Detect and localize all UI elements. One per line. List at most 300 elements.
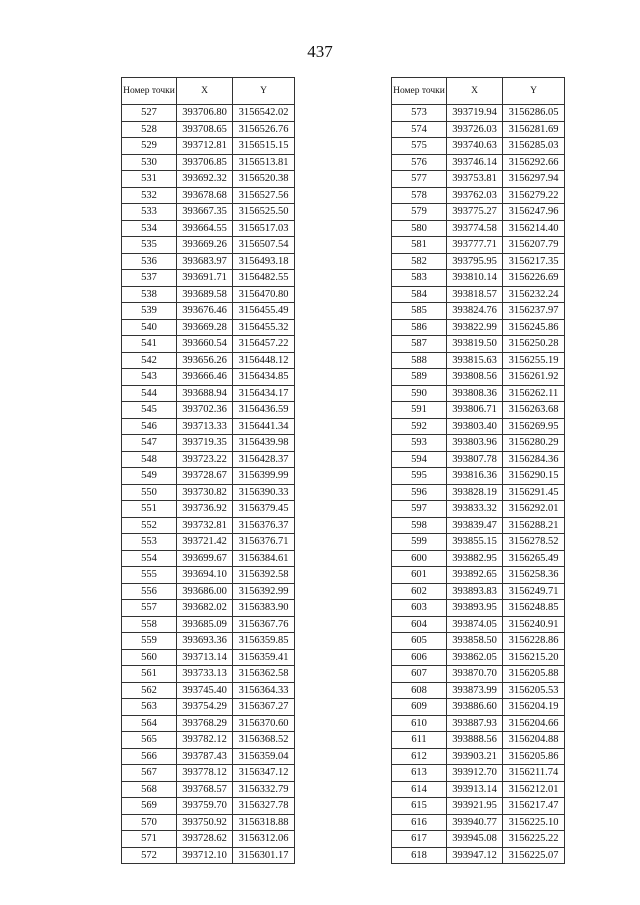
cell-x: 393753.81 bbox=[447, 171, 503, 188]
cell-point-number: 570 bbox=[122, 814, 177, 831]
cell-x: 393706.80 bbox=[177, 105, 233, 122]
cell-point-number: 574 bbox=[392, 121, 447, 138]
header-point-number: Номер точки bbox=[122, 78, 177, 105]
cell-y: 3156390.33 bbox=[233, 484, 295, 501]
cell-x: 393686.00 bbox=[177, 583, 233, 600]
cell-x: 393828.19 bbox=[447, 484, 503, 501]
cell-point-number: 559 bbox=[122, 633, 177, 650]
cell-point-number: 539 bbox=[122, 303, 177, 320]
table-row bbox=[392, 204, 565, 221]
cell-x: 393660.54 bbox=[177, 336, 233, 353]
cell-point-number: 528 bbox=[122, 121, 177, 138]
header-x: X bbox=[177, 78, 233, 105]
table-row bbox=[392, 732, 565, 749]
cell-point-number: 550 bbox=[122, 484, 177, 501]
table-row bbox=[392, 715, 565, 732]
cell-y: 3156205.88 bbox=[503, 666, 565, 683]
cell-x: 393921.95 bbox=[447, 798, 503, 815]
cell-y: 3156292.66 bbox=[503, 154, 565, 171]
cell-point-number: 573 bbox=[392, 105, 447, 122]
table-row bbox=[392, 699, 565, 716]
cell-x: 393824.76 bbox=[447, 303, 503, 320]
header-y: Y bbox=[503, 78, 565, 105]
cell-point-number: 589 bbox=[392, 369, 447, 386]
cell-x: 393702.36 bbox=[177, 402, 233, 419]
cell-x: 393669.28 bbox=[177, 319, 233, 336]
cell-y: 3156379.45 bbox=[233, 501, 295, 518]
cell-x: 393719.94 bbox=[447, 105, 503, 122]
cell-y: 3156470.80 bbox=[233, 286, 295, 303]
table-row bbox=[392, 748, 565, 765]
table-row bbox=[122, 319, 295, 336]
cell-y: 3156525.50 bbox=[233, 204, 295, 221]
table-row bbox=[122, 517, 295, 534]
table-row bbox=[122, 682, 295, 699]
cell-y: 3156376.37 bbox=[233, 517, 295, 534]
cell-point-number: 609 bbox=[392, 699, 447, 716]
cell-y: 3156240.91 bbox=[503, 616, 565, 633]
cell-y: 3156526.76 bbox=[233, 121, 295, 138]
cell-y: 3156269.95 bbox=[503, 418, 565, 435]
table-row bbox=[392, 352, 565, 369]
cell-point-number: 556 bbox=[122, 583, 177, 600]
cell-y: 3156226.69 bbox=[503, 270, 565, 287]
table-row bbox=[122, 534, 295, 551]
cell-x: 393833.32 bbox=[447, 501, 503, 518]
cell-point-number: 547 bbox=[122, 435, 177, 452]
cell-point-number: 535 bbox=[122, 237, 177, 254]
cell-y: 3156214.40 bbox=[503, 220, 565, 237]
cell-point-number: 611 bbox=[392, 732, 447, 749]
cell-y: 3156392.58 bbox=[233, 567, 295, 584]
table-row bbox=[392, 138, 565, 155]
cell-point-number: 600 bbox=[392, 550, 447, 567]
cell-x: 393803.96 bbox=[447, 435, 503, 452]
table-row bbox=[122, 732, 295, 749]
cell-y: 3156290.15 bbox=[503, 468, 565, 485]
cell-y: 3156392.99 bbox=[233, 583, 295, 600]
cell-point-number: 562 bbox=[122, 682, 177, 699]
cell-y: 3156248.85 bbox=[503, 600, 565, 617]
table-row bbox=[392, 781, 565, 798]
cell-x: 393870.70 bbox=[447, 666, 503, 683]
cell-point-number: 544 bbox=[122, 385, 177, 402]
cell-y: 3156318.88 bbox=[233, 814, 295, 831]
cell-point-number: 572 bbox=[122, 847, 177, 864]
cell-point-number: 616 bbox=[392, 814, 447, 831]
cell-y: 3156288.21 bbox=[503, 517, 565, 534]
cell-y: 3156279.22 bbox=[503, 187, 565, 204]
cell-x: 393723.22 bbox=[177, 451, 233, 468]
cell-point-number: 579 bbox=[392, 204, 447, 221]
table-row bbox=[122, 121, 295, 138]
cell-x: 393774.58 bbox=[447, 220, 503, 237]
cell-x: 393777.71 bbox=[447, 237, 503, 254]
table-row bbox=[122, 501, 295, 518]
cell-point-number: 542 bbox=[122, 352, 177, 369]
table-row bbox=[392, 402, 565, 419]
cell-point-number: 527 bbox=[122, 105, 177, 122]
cell-x: 393713.33 bbox=[177, 418, 233, 435]
cell-point-number: 546 bbox=[122, 418, 177, 435]
cell-point-number: 538 bbox=[122, 286, 177, 303]
table-body-right bbox=[392, 105, 565, 864]
table-row bbox=[122, 699, 295, 716]
cell-x: 393719.35 bbox=[177, 435, 233, 452]
header-point-number: Номер точки bbox=[392, 78, 447, 105]
cell-y: 3156263.68 bbox=[503, 402, 565, 419]
table-row bbox=[392, 303, 565, 320]
cell-point-number: 596 bbox=[392, 484, 447, 501]
cell-point-number: 564 bbox=[122, 715, 177, 732]
table-row bbox=[392, 220, 565, 237]
cell-y: 3156359.41 bbox=[233, 649, 295, 666]
cell-x: 393691.71 bbox=[177, 270, 233, 287]
cell-point-number: 534 bbox=[122, 220, 177, 237]
cell-point-number: 568 bbox=[122, 781, 177, 798]
table-row bbox=[122, 616, 295, 633]
cell-point-number: 617 bbox=[392, 831, 447, 848]
table-row bbox=[122, 187, 295, 204]
cell-y: 3156247.96 bbox=[503, 204, 565, 221]
cell-point-number: 561 bbox=[122, 666, 177, 683]
cell-y: 3156370.60 bbox=[233, 715, 295, 732]
cell-y: 3156204.88 bbox=[503, 732, 565, 749]
cell-y: 3156245.86 bbox=[503, 319, 565, 336]
cell-x: 393818.57 bbox=[447, 286, 503, 303]
cell-point-number: 610 bbox=[392, 715, 447, 732]
cell-point-number: 545 bbox=[122, 402, 177, 419]
table-row bbox=[392, 121, 565, 138]
cell-point-number: 598 bbox=[392, 517, 447, 534]
cell-x: 393945.08 bbox=[447, 831, 503, 848]
cell-point-number: 578 bbox=[392, 187, 447, 204]
cell-x: 393782.12 bbox=[177, 732, 233, 749]
table-body-left bbox=[122, 105, 295, 864]
cell-y: 3156327.78 bbox=[233, 798, 295, 815]
cell-y: 3156542.02 bbox=[233, 105, 295, 122]
table-row bbox=[392, 600, 565, 617]
cell-y: 3156204.19 bbox=[503, 699, 565, 716]
table-row bbox=[392, 666, 565, 683]
cell-x: 393721.42 bbox=[177, 534, 233, 551]
table-row bbox=[392, 286, 565, 303]
table-row bbox=[122, 352, 295, 369]
cell-point-number: 614 bbox=[392, 781, 447, 798]
cell-point-number: 587 bbox=[392, 336, 447, 353]
cell-y: 3156359.85 bbox=[233, 633, 295, 650]
cell-x: 393759.70 bbox=[177, 798, 233, 815]
cell-x: 393732.81 bbox=[177, 517, 233, 534]
cell-point-number: 537 bbox=[122, 270, 177, 287]
cell-x: 393819.50 bbox=[447, 336, 503, 353]
cell-x: 393708.65 bbox=[177, 121, 233, 138]
cell-point-number: 606 bbox=[392, 649, 447, 666]
cell-point-number: 601 bbox=[392, 567, 447, 584]
cell-point-number: 577 bbox=[392, 171, 447, 188]
cell-point-number: 580 bbox=[392, 220, 447, 237]
cell-x: 393887.93 bbox=[447, 715, 503, 732]
cell-y: 3156455.49 bbox=[233, 303, 295, 320]
cell-y: 3156225.22 bbox=[503, 831, 565, 848]
table-row bbox=[122, 138, 295, 155]
cell-x: 393712.81 bbox=[177, 138, 233, 155]
cell-point-number: 565 bbox=[122, 732, 177, 749]
table-row bbox=[392, 517, 565, 534]
cell-point-number: 543 bbox=[122, 369, 177, 386]
cell-x: 393713.14 bbox=[177, 649, 233, 666]
cell-x: 393746.14 bbox=[447, 154, 503, 171]
cell-x: 393745.40 bbox=[177, 682, 233, 699]
cell-x: 393730.82 bbox=[177, 484, 233, 501]
cell-y: 3156249.71 bbox=[503, 583, 565, 600]
cell-y: 3156232.24 bbox=[503, 286, 565, 303]
cell-point-number: 590 bbox=[392, 385, 447, 402]
cell-x: 393893.83 bbox=[447, 583, 503, 600]
table-row bbox=[392, 831, 565, 848]
coordinates-table-left bbox=[121, 77, 295, 864]
cell-y: 3156513.81 bbox=[233, 154, 295, 171]
table-row bbox=[122, 336, 295, 353]
cell-point-number: 607 bbox=[392, 666, 447, 683]
cell-point-number: 592 bbox=[392, 418, 447, 435]
table-row bbox=[122, 600, 295, 617]
cell-point-number: 584 bbox=[392, 286, 447, 303]
cell-point-number: 604 bbox=[392, 616, 447, 633]
cell-x: 393778.12 bbox=[177, 765, 233, 782]
cell-x: 393768.29 bbox=[177, 715, 233, 732]
cell-point-number: 576 bbox=[392, 154, 447, 171]
cell-point-number: 597 bbox=[392, 501, 447, 518]
cell-x: 393666.46 bbox=[177, 369, 233, 386]
cell-x: 393803.40 bbox=[447, 418, 503, 435]
table-row bbox=[392, 253, 565, 270]
cell-point-number: 605 bbox=[392, 633, 447, 650]
cell-y: 3156364.33 bbox=[233, 682, 295, 699]
cell-y: 3156332.79 bbox=[233, 781, 295, 798]
cell-x: 393839.47 bbox=[447, 517, 503, 534]
cell-y: 3156237.97 bbox=[503, 303, 565, 320]
cell-x: 393728.62 bbox=[177, 831, 233, 848]
table-row bbox=[392, 616, 565, 633]
cell-y: 3156258.36 bbox=[503, 567, 565, 584]
table-row bbox=[392, 237, 565, 254]
table-row bbox=[122, 831, 295, 848]
cell-point-number: 557 bbox=[122, 600, 177, 617]
table-row bbox=[122, 715, 295, 732]
cell-x: 393913.14 bbox=[447, 781, 503, 798]
table-row bbox=[392, 534, 565, 551]
cell-x: 393712.10 bbox=[177, 847, 233, 864]
cell-y: 3156261.92 bbox=[503, 369, 565, 386]
cell-x: 393694.10 bbox=[177, 567, 233, 584]
cell-x: 393882.95 bbox=[447, 550, 503, 567]
cell-x: 393795.95 bbox=[447, 253, 503, 270]
cell-point-number: 591 bbox=[392, 402, 447, 419]
cell-point-number: 566 bbox=[122, 748, 177, 765]
cell-y: 3156205.53 bbox=[503, 682, 565, 699]
cell-point-number: 582 bbox=[392, 253, 447, 270]
cell-point-number: 531 bbox=[122, 171, 177, 188]
table-row bbox=[392, 385, 565, 402]
cell-x: 393656.26 bbox=[177, 352, 233, 369]
cell-point-number: 603 bbox=[392, 600, 447, 617]
cell-point-number: 540 bbox=[122, 319, 177, 336]
table-row bbox=[122, 814, 295, 831]
cell-point-number: 552 bbox=[122, 517, 177, 534]
cell-y: 3156284.36 bbox=[503, 451, 565, 468]
cell-x: 393810.14 bbox=[447, 270, 503, 287]
cell-point-number: 595 bbox=[392, 468, 447, 485]
table-row bbox=[122, 484, 295, 501]
table-row bbox=[392, 336, 565, 353]
cell-x: 393762.03 bbox=[447, 187, 503, 204]
table-row bbox=[392, 105, 565, 122]
table-row bbox=[122, 633, 295, 650]
table-row bbox=[392, 550, 565, 567]
cell-y: 3156285.03 bbox=[503, 138, 565, 155]
cell-y: 3156291.45 bbox=[503, 484, 565, 501]
table-row bbox=[122, 550, 295, 567]
table-row bbox=[392, 567, 565, 584]
table-row bbox=[122, 270, 295, 287]
cell-x: 393706.85 bbox=[177, 154, 233, 171]
table-row bbox=[122, 435, 295, 452]
table-row bbox=[392, 484, 565, 501]
cell-y: 3156436.59 bbox=[233, 402, 295, 419]
cell-x: 393888.56 bbox=[447, 732, 503, 749]
cell-point-number: 551 bbox=[122, 501, 177, 518]
cell-y: 3156297.94 bbox=[503, 171, 565, 188]
cell-x: 393822.99 bbox=[447, 319, 503, 336]
table-row bbox=[392, 187, 565, 204]
table-row bbox=[392, 468, 565, 485]
table-row bbox=[392, 418, 565, 435]
cell-point-number: 553 bbox=[122, 534, 177, 551]
cell-x: 393736.92 bbox=[177, 501, 233, 518]
table-row bbox=[122, 748, 295, 765]
cell-point-number: 560 bbox=[122, 649, 177, 666]
cell-y: 3156455.32 bbox=[233, 319, 295, 336]
cell-y: 3156278.52 bbox=[503, 534, 565, 551]
cell-y: 3156441.34 bbox=[233, 418, 295, 435]
cell-x: 393667.35 bbox=[177, 204, 233, 221]
table-header-row bbox=[392, 78, 565, 105]
cell-point-number: 588 bbox=[392, 352, 447, 369]
cell-x: 393768.57 bbox=[177, 781, 233, 798]
cell-x: 393740.63 bbox=[447, 138, 503, 155]
cell-x: 393815.63 bbox=[447, 352, 503, 369]
cell-y: 3156527.56 bbox=[233, 187, 295, 204]
table-row bbox=[122, 451, 295, 468]
cell-point-number: 618 bbox=[392, 847, 447, 864]
table-row bbox=[122, 567, 295, 584]
cell-point-number: 575 bbox=[392, 138, 447, 155]
cell-x: 393808.36 bbox=[447, 385, 503, 402]
table-row bbox=[122, 303, 295, 320]
page-number: 437 bbox=[307, 42, 333, 61]
cell-x: 393750.92 bbox=[177, 814, 233, 831]
cell-y: 3156312.06 bbox=[233, 831, 295, 848]
cell-y: 3156448.12 bbox=[233, 352, 295, 369]
cell-x: 393940.77 bbox=[447, 814, 503, 831]
cell-x: 393862.05 bbox=[447, 649, 503, 666]
cell-point-number: 558 bbox=[122, 616, 177, 633]
cell-y: 3156280.29 bbox=[503, 435, 565, 452]
cell-y: 3156399.99 bbox=[233, 468, 295, 485]
table-row bbox=[122, 171, 295, 188]
cell-x: 393669.26 bbox=[177, 237, 233, 254]
cell-y: 3156517.03 bbox=[233, 220, 295, 237]
cell-point-number: 569 bbox=[122, 798, 177, 815]
cell-x: 393754.29 bbox=[177, 699, 233, 716]
cell-point-number: 530 bbox=[122, 154, 177, 171]
cell-x: 393728.67 bbox=[177, 468, 233, 485]
cell-x: 393892.65 bbox=[447, 567, 503, 584]
table-row bbox=[122, 286, 295, 303]
cell-y: 3156255.19 bbox=[503, 352, 565, 369]
cell-x: 393685.09 bbox=[177, 616, 233, 633]
table-row bbox=[122, 666, 295, 683]
header-y: Y bbox=[233, 78, 295, 105]
cell-x: 393787.43 bbox=[177, 748, 233, 765]
cell-x: 393699.67 bbox=[177, 550, 233, 567]
cell-point-number: 532 bbox=[122, 187, 177, 204]
cell-point-number: 593 bbox=[392, 435, 447, 452]
cell-y: 3156225.10 bbox=[503, 814, 565, 831]
cell-y: 3156212.01 bbox=[503, 781, 565, 798]
cell-x: 393775.27 bbox=[447, 204, 503, 221]
cell-point-number: 608 bbox=[392, 682, 447, 699]
table-row bbox=[392, 171, 565, 188]
cell-point-number: 554 bbox=[122, 550, 177, 567]
cell-y: 3156493.18 bbox=[233, 253, 295, 270]
cell-point-number: 586 bbox=[392, 319, 447, 336]
cell-point-number: 555 bbox=[122, 567, 177, 584]
table-row bbox=[392, 583, 565, 600]
cell-x: 393808.56 bbox=[447, 369, 503, 386]
table-row bbox=[122, 765, 295, 782]
cell-y: 3156507.54 bbox=[233, 237, 295, 254]
table-row bbox=[392, 154, 565, 171]
cell-x: 393855.15 bbox=[447, 534, 503, 551]
cell-point-number: 599 bbox=[392, 534, 447, 551]
table-row bbox=[122, 237, 295, 254]
cell-point-number: 548 bbox=[122, 451, 177, 468]
cell-y: 3156204.66 bbox=[503, 715, 565, 732]
header-x: X bbox=[447, 78, 503, 105]
cell-point-number: 585 bbox=[392, 303, 447, 320]
cell-y: 3156225.07 bbox=[503, 847, 565, 864]
table-header-row bbox=[122, 78, 295, 105]
cell-x: 393886.60 bbox=[447, 699, 503, 716]
cell-y: 3156376.71 bbox=[233, 534, 295, 551]
table-row bbox=[122, 847, 295, 864]
cell-y: 3156286.05 bbox=[503, 105, 565, 122]
table-row bbox=[392, 682, 565, 699]
table-row bbox=[122, 385, 295, 402]
table-row bbox=[122, 649, 295, 666]
cell-x: 393874.05 bbox=[447, 616, 503, 633]
cell-y: 3156515.15 bbox=[233, 138, 295, 155]
cell-x: 393688.94 bbox=[177, 385, 233, 402]
cell-point-number: 602 bbox=[392, 583, 447, 600]
cell-y: 3156301.17 bbox=[233, 847, 295, 864]
table-row bbox=[122, 220, 295, 237]
cell-y: 3156482.55 bbox=[233, 270, 295, 287]
cell-y: 3156217.35 bbox=[503, 253, 565, 270]
cell-point-number: 541 bbox=[122, 336, 177, 353]
